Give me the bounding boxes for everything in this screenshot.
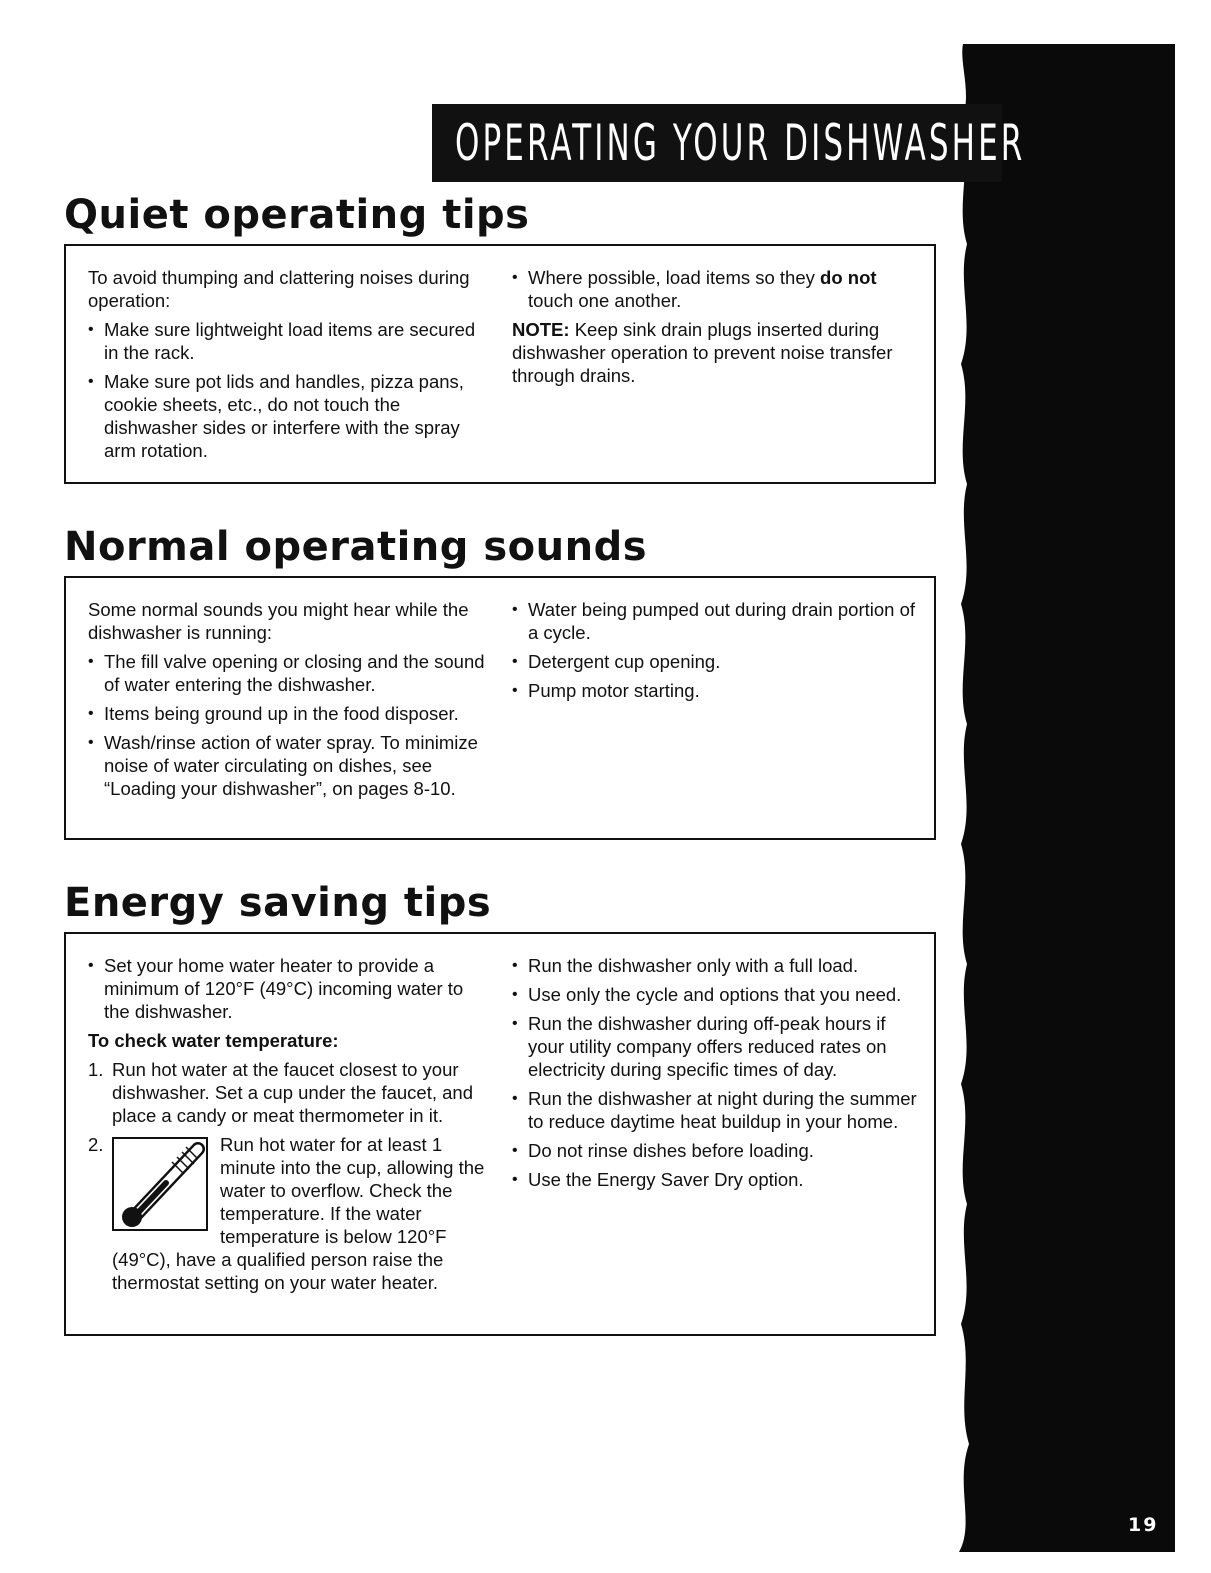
list-item: • Run the dishwasher during off-peak hours if your utility company offers reduced rates on electricity during specific times of day. (512, 1012, 924, 1081)
list-item: • Run the dishwasher only with a full load. (512, 954, 924, 977)
list-item: • Do not rinse dishes before loading. (512, 1139, 924, 1162)
bullet-text: Where possible, load items so they (528, 267, 821, 288)
energy-left-column (88, 954, 488, 1300)
list-item: • Run the dishwasher at night during the summer to reduce daytime heat buildup in your home. (512, 1087, 924, 1133)
quiet-left-column (88, 266, 478, 468)
note-label: NOTE: (512, 319, 570, 340)
energy-tips-box (64, 932, 936, 1336)
page-number: 19 (1128, 1514, 1159, 1536)
energy-right-column (512, 954, 924, 1197)
list-item: • Water being pumped out during drain portion of a cycle. (512, 598, 922, 644)
step-item (88, 1133, 488, 1294)
list-item: • Set your home water heater to provide a minimum of 120°F (49°C) incoming water to the dishwasher. (88, 954, 488, 1023)
quiet-section-title: Quiet operating tips (64, 192, 530, 238)
note-text: Keep sink drain plugs inserted during dishwasher operation to prevent noise transfer through drains. (512, 319, 893, 386)
emphasis-text: do not (820, 267, 877, 288)
check-temperature-heading: To check water temperature: (88, 1030, 339, 1051)
normal-sounds-box (64, 576, 936, 840)
bullet-text: touch one another. (528, 290, 682, 311)
list-item (512, 266, 922, 312)
list-item: • The fill valve opening or closing and the sound of water entering the dishwasher. (88, 650, 488, 696)
step-number: 1. (88, 1059, 104, 1080)
list-item: • Items being ground up in the food disposer. (88, 702, 488, 725)
list-item: • Make sure lightweight load items are secured in the rack. (88, 318, 478, 364)
energy-left-list (88, 954, 488, 1023)
normal-right-column (512, 598, 922, 708)
step-number: 2. (88, 1134, 104, 1155)
quiet-note (512, 318, 922, 387)
quiet-intro: To avoid thumping and clattering noises during operation: (88, 267, 470, 311)
page-edge-tab (955, 44, 1175, 1552)
quiet-left-list (88, 318, 478, 462)
page-header-title: OPERATING YOUR DISHWASHER (455, 114, 1026, 172)
list-item: • Pump motor starting. (512, 679, 922, 702)
energy-right-list (512, 954, 924, 1191)
normal-left-list (88, 650, 488, 800)
quiet-tips-box (64, 244, 936, 484)
step-text: Run hot water at the faucet closest to your dishwasher. Set a cup under the faucet, and place a candy or meat thermometer in it. (112, 1059, 473, 1126)
list-item: • Use only the cycle and options that you need. (512, 983, 924, 1006)
normal-section-title: Normal operating sounds (64, 524, 648, 570)
quiet-right-list (512, 266, 922, 312)
list-item: • Wash/rinse action of water spray. To minimize noise of water circulating on dishes, see “Loading your dishwasher”, on pages 8-10. (88, 731, 488, 800)
normal-left-column (88, 598, 488, 806)
thermometer-icon (112, 1137, 208, 1231)
energy-section-title: Energy saving tips (64, 880, 492, 926)
normal-intro: Some normal sounds you might hear while the dishwasher is running: (88, 599, 469, 643)
step-item (88, 1058, 488, 1127)
list-item: • Detergent cup opening. (512, 650, 922, 673)
step-body (112, 1133, 488, 1294)
list-item: • Use the Energy Saver Dry option. (512, 1168, 924, 1191)
quiet-right-column (512, 266, 922, 393)
step-text: Run hot water for at least 1 minute into the cup, allowing the water to overflow. Check the temperature. If the water temperature is below 120°F (49°C), have a qualified person raise the thermostat setting on your water heater. (112, 1134, 485, 1293)
check-temperature-steps (88, 1058, 488, 1294)
list-item: • Make sure pot lids and handles, pizza pans, cookie sheets, etc., do not touch the dishwasher sides or interfere with the spray arm rotation. (88, 370, 478, 462)
normal-right-list (512, 598, 922, 702)
